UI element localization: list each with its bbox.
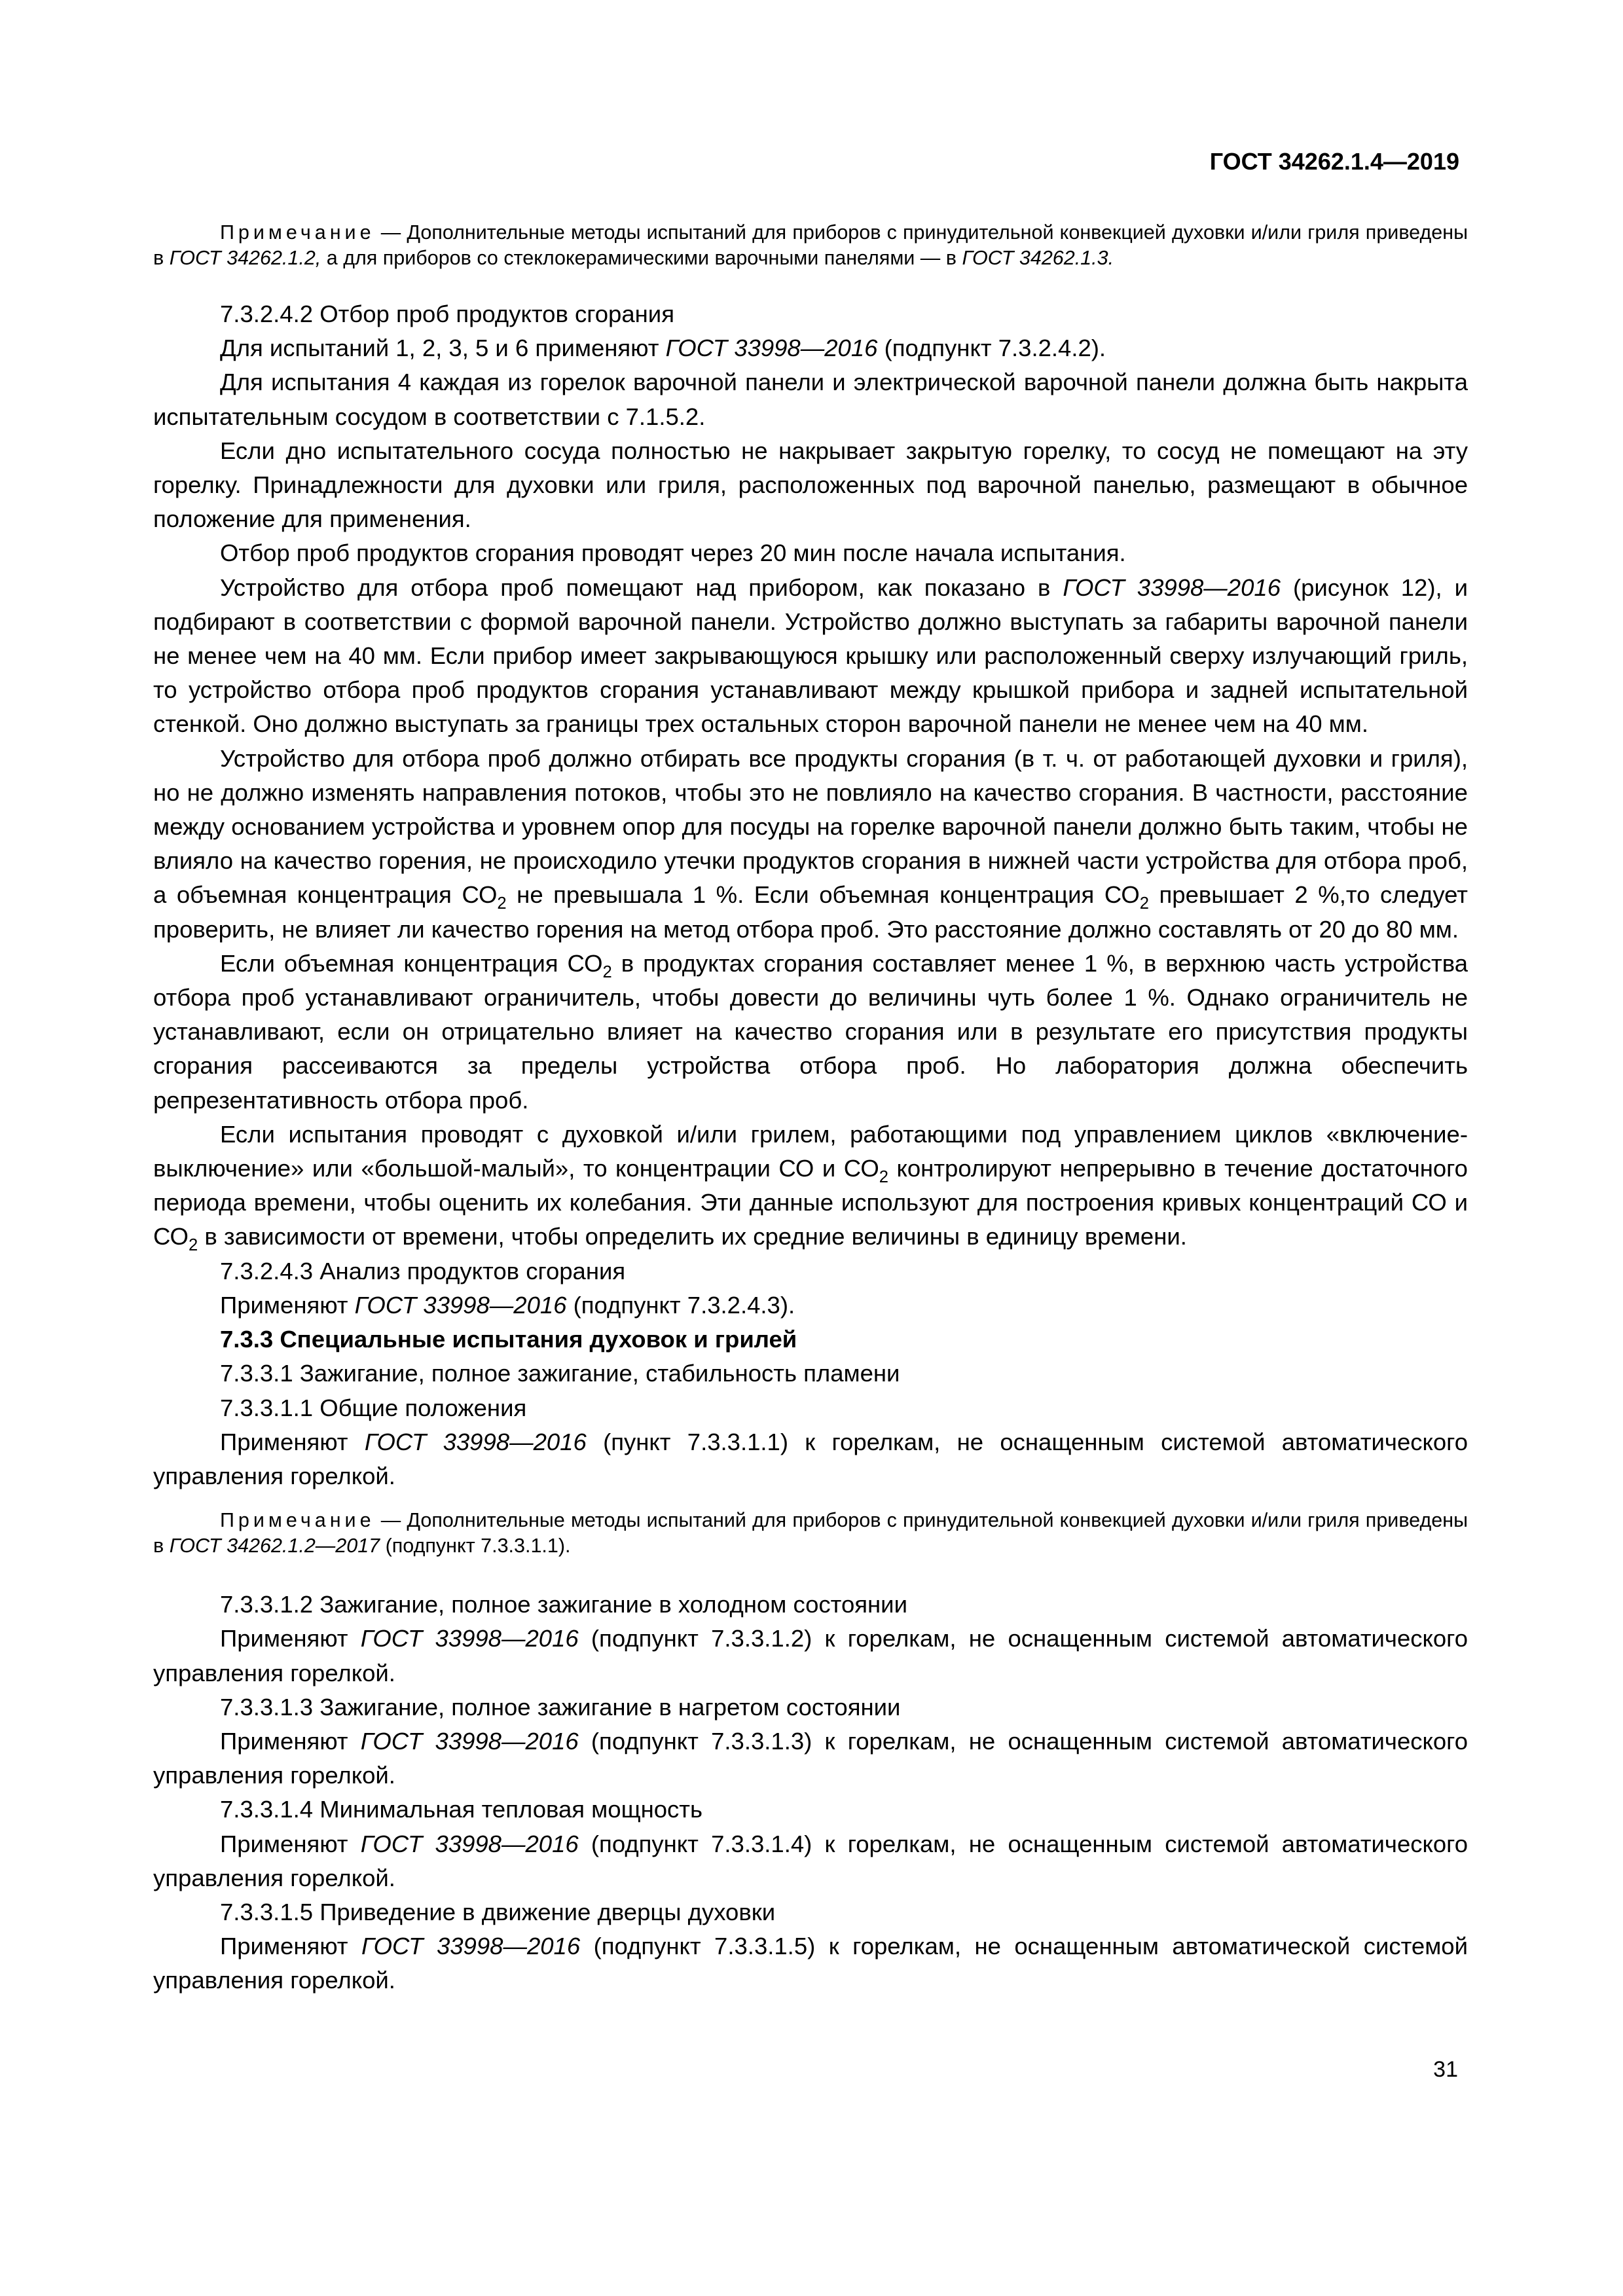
section-heading: 7.3.2.4.3 Анализ продуктов сгорания (220, 1257, 626, 1285)
body-paragraph: Применяют ГОСТ 33998—2016 (подпункт 7.3.3.1.2) к горелкам, не оснащенным системой автоматического управления горелкой. (153, 1625, 1468, 1686)
body-paragraph: Отбор проб продуктов сгорания проводят через 20 мин после начала испытания. (220, 539, 1126, 567)
standard-reference: ГОСТ 34262.1.3. (962, 247, 1114, 269)
document-body (153, 220, 1468, 1998)
body-paragraph: Устройство для отбора проб помещают над прибором, как показано в ГОСТ 33998—2016 (рисунок 12), и подбирают в соответствии с формой варочной панели. Устройство должно выступать за габариты варочной панели не менее чем на 40 мм. Если прибор имеет закрывающуюся крышку или расположенный сверху излучающий гриль, то устройство отбора проб продуктов сгорания устанавливают между крышкой прибора и задней испытательной стенкой. Оно должно выступать за границы трех остальных сторон варочной панели не менее чем на 40 мм. (153, 574, 1468, 738)
section-heading: 7.3.3.1 Зажигание, полное зажигание, стабильность пламени (220, 1360, 900, 1387)
note-text: (подпункт 7.3.3.1.1). (380, 1535, 571, 1558)
section-heading: 7.3.2.4.2 Отбор проб продуктов сгорания (220, 301, 674, 327)
section-heading-bold: 7.3.3 Специальные испытания духовок и грилей (220, 1326, 797, 1353)
standard-reference: ГОСТ 33998—2016 (1063, 574, 1281, 601)
document-header: ГОСТ 34262.1.4—2019 (1209, 148, 1459, 175)
standard-reference: ГОСТ 33998—2016 (354, 1291, 567, 1319)
note-text: а для приборов со стеклокерамическими варочными панелями — в (321, 247, 962, 269)
note-paragraph (153, 1508, 1468, 1559)
section-heading: 7.3.3.1.1 Общие положения (220, 1394, 527, 1421)
standard-reference: ГОСТ 34262.1.2, (169, 247, 321, 269)
standard-reference: ГОСТ 33998—2016 (360, 1727, 579, 1755)
body-paragraph: Если объемная концентрация $СО_2$ в продуктах сгорания составляет менее 1 %, в верхнюю часть устройства отбора проб устанавливают ограничитель, чтобы довести до величины чуть более 1 %. Однако ограничитель не устанавливают, если он отрицательно влияет на качество сгорания или в результате его присутствия продукты сгорания рассеиваются за пределы устройства отбора проб. Но лаборатория должна обеспечить репрезентативность отбора проб. (153, 949, 1468, 1114)
section-heading: 7.3.3.1.2 Зажигание, полное зажигание в холодном состоянии (220, 1591, 907, 1618)
standard-reference: ГОСТ 33998—2016 (360, 1625, 579, 1652)
standard-reference: ГОСТ 33998—2016 (360, 1830, 579, 1857)
body-paragraph: Применяют ГОСТ 33998—2016 (подпункт 7.3.3.1.5) к горелкам, не оснащенным автоматической системой управления горелкой. (153, 1933, 1468, 1994)
page-number: 31 (1433, 2057, 1458, 2082)
body-paragraph: Применяют ГОСТ 33998—2016 (подпункт 7.3.3.1.4) к горелкам, не оснащенным системой автоматического управления горелкой. (153, 1830, 1468, 1891)
standard-reference: ГОСТ 33998—2016 (364, 1428, 587, 1455)
section-heading: 7.3.3.1.4 Минимальная тепловая мощность (220, 1796, 703, 1823)
body-paragraph: Для испытаний 1, 2, 3, 5 и 6 применяют ГОСТ 33998—2016 (подпункт 7.3.2.4.2). (220, 335, 1106, 362)
standard-reference: ГОСТ 33998—2016 (665, 335, 878, 362)
body-paragraph: Применяют ГОСТ 33998—2016 (пункт 7.3.3.1.1) к горелкам, не оснащенным системой автоматического управления горелкой. (153, 1428, 1468, 1489)
body-paragraph: Применяют ГОСТ 33998—2016 (подпункт 7.3.2.4.3). (220, 1291, 795, 1319)
body-paragraph: Если дно испытательного сосуда полностью не накрывает закрытую горелку, то сосуд не помещают на эту горелку. Принадлежности для духовки или гриля, расположенных под варочной панелью, размещают в обычное положение для применения. (153, 437, 1468, 533)
body-paragraph: Применяют ГОСТ 33998—2016 (подпункт 7.3.3.1.3) к горелкам, не оснащенным системой автоматического управления горелкой. (153, 1727, 1468, 1789)
note-paragraph (153, 220, 1468, 271)
note-label: Примечание (220, 1509, 375, 1532)
standard-reference: ГОСТ 33998—2016 (361, 1933, 581, 1960)
note-text: — Дополнительные методы испытаний для приборов с принудительной конвекцией духовки и/или гриля приведены в (153, 221, 1468, 269)
section-heading: 7.3.3.1.5 Приведение в движение дверцы духовки (220, 1898, 776, 1925)
body-paragraph: Если испытания проводят с духовкой и/или грилем, работающими под управлением циклов «включение-выключение» или «большой-малый», то концентрации СО и $СО_2$ контролируют непрерывно в течение достаточного периода времени, чтобы оценить их колебания. Эти данные используют для построения кривых концентраций СО и $СО_2$ в зависимости от времени, чтобы определить их средние величины в единицу времени. (153, 1120, 1468, 1255)
section-heading: 7.3.3.1.3 Зажигание, полное зажигание в нагретом состоянии (220, 1693, 901, 1721)
body-paragraph: Для испытания 4 каждая из горелок варочной панели и электрической варочной панели должна быть накрыта испытательным сосудом в соответствии с 7.1.5.2. (153, 369, 1468, 430)
body-paragraph: Устройство для отбора проб должно отбирать все продукты сгорания (в т. ч. от работающей духовки и гриля), но не должно изменять направления потоков, чтобы это не повлияло на качество сгорания. В частности, расстояние между основанием устройства и уровнем опор для посуды на горелке варочной панели должно быть таким, чтобы не влияло на качество горения, не происходило утечки продуктов сгорания в нижней части устройства для отбора проб, а объемная концентрация $СО_2$ не превышала 1 %. Если объемная концентрация $СО_2$ превышает 2 %,то следует проверить, не влияет ли качество горения на метод отбора проб. Это расстояние должно составлять от 20 до 80 мм. (153, 744, 1468, 943)
standard-reference: ГОСТ 34262.1.2—2017 (169, 1535, 380, 1558)
note-label: Примечание (220, 221, 375, 244)
note-text: — Дополнительные методы испытаний для приборов с принудительной конвекцией духовки и/или гриля приведены в (153, 1509, 1468, 1558)
